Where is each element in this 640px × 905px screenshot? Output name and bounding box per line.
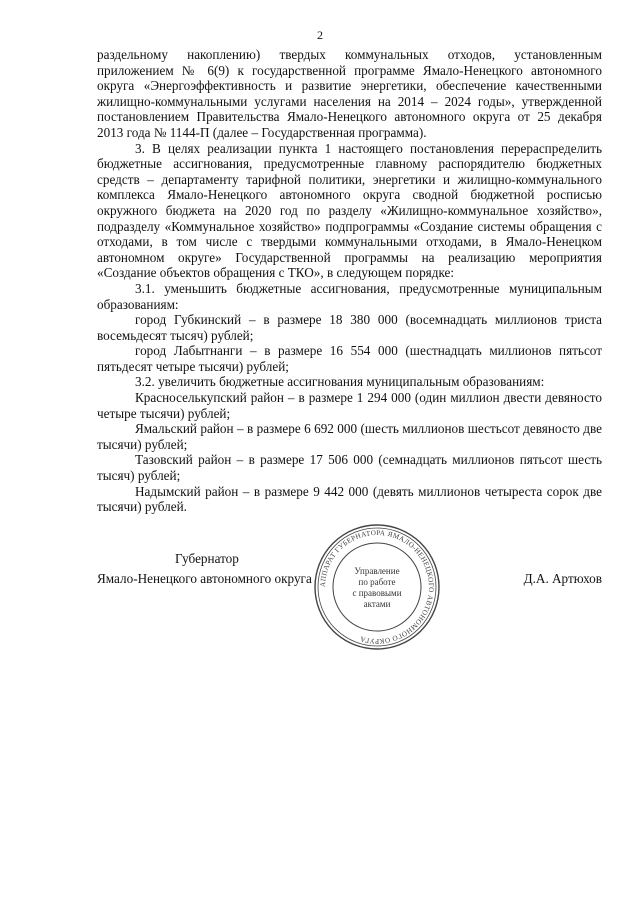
stamp-line-1: Управление [354,566,400,576]
paragraph-labytnangi: город Лабытнанги – в размере 16 554 000 (шестнадцать миллионов пятьсот пятьдесят четыре тысячи) рублей; [97,343,602,374]
paragraph-clause-3: 3. В целях реализации пункта 1 настоящего постановления перераспределить бюджетные ассигнования, предусмотренные главному распорядителю бюджетных средств – департаменту тарифной политики, энергетики и жилищно-коммунального комплекса Ямало-Ненецкого автономного округа сводной бюджетной росписью окружного бюджета на 2020 год по разделу «Жилищно-коммунальное хозяйство», подразделу «Коммунальное хозяйство» подпрограммы «Создание системы обращения с отходами, в том числе с твердыми коммунальными отходами, в Ямало-Ненецком автономном округе» Государственной программы на реализацию мероприятия «Создание объектов обращения с ТКО», в следующем порядке: [97,140,602,281]
paragraph-gubkinsky: город Губкинский – в размере 18 380 000 (восемнадцать миллионов триста восемьдесят тысяч) рублей; [97,312,602,343]
official-stamp [313,523,441,651]
page-number: 2 [317,28,323,42]
paragraph-continuation: раздельному накоплению) твердых коммунальных отходов, установленным приложением № 6(9) к государственной программе Ямало-Ненецкого автономного округа «Энергоэффективность и развитие энергетики, обеспечение качественными жилищно-коммунальными услугами населения на 2014 – 2024 годы», утвержденной постановлением Правительства Ямало-Ненецкого автономного округа от 25 декабря 2013 года № 1144-П (далее – Государственная программа). [97,47,602,140]
paragraph-clause-3-1: 3.1. уменьшить бюджетные ассигнования, предусмотренные муниципальным образованиям: [97,280,602,312]
paragraph-krasnoselkupsky: Красноселькупский район – в размере 1 294 000 (один миллион двести девяносто четыре тысячи) рублей; [97,390,602,421]
signatory-name: Д.А. Артюхов [523,571,602,586]
stamp-line-4: актами [363,599,391,609]
paragraph-yamalsky: Ямальский район – в размере 6 692 000 (шесть миллионов шестьсот девяносто две тысячи) рублей; [97,421,602,452]
signatory-title: Губернатор [175,551,239,566]
paragraph-clause-3-2: 3.2. увеличить бюджетные ассигнования муниципальным образованиям: [135,374,545,390]
stamp-line-2: по работе [358,577,396,587]
stamp-outer-text: АППАРАТ ГУБЕРНАТОРА ЯМАЛО-НЕНЕЦКОГО АВТОНОМНОГО ОКРУГА [318,528,436,646]
stamp-line-3: с правовыми [352,588,402,598]
paragraph-nadymsky: Надымский район – в размере 9 442 000 (девять миллионов четыреста сорок две тысячи) рублей. [97,483,602,515]
signatory-organization: Ямало-Ненецкого автономного округа [97,571,312,586]
paragraph-tazovsky: Тазовский район – в размере 17 506 000 (семнадцать миллионов пятьсот шесть тысяч) рублей; [97,452,602,484]
document-body [97,47,602,515]
